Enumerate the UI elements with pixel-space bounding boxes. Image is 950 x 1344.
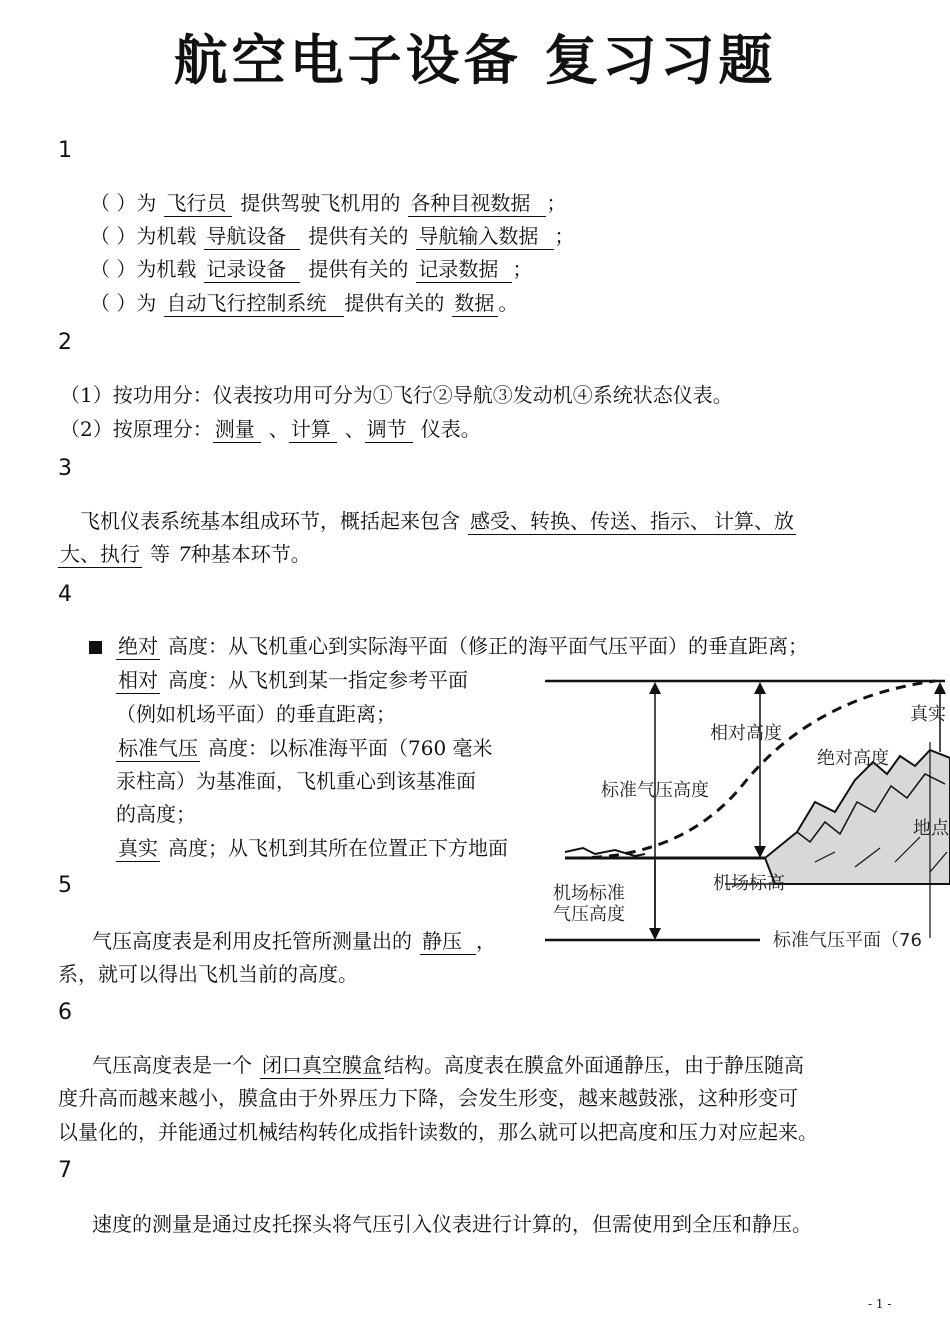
q4-text: 高度；从飞机到其所在位置正下方地面	[168, 836, 508, 860]
q1-row-text: ；	[546, 191, 567, 215]
q5-line-1	[92, 927, 496, 955]
q1-row-4	[90, 289, 518, 317]
q4-text: 高度：从飞机到某一指定参考平面	[168, 668, 468, 692]
label-absolute-altitude: 绝对高度	[817, 748, 889, 769]
q1-row-2	[90, 222, 574, 250]
q4-line-2	[116, 666, 468, 694]
label-airport-elevation: 机场标高	[713, 873, 785, 894]
q1-row-text: 提供有关的	[308, 257, 409, 281]
q2-line-1: （1）按功用分：仪表按功用可分为①飞行②导航③发动机④系统状态仪表。	[60, 383, 733, 407]
q1-row-text: 提供有关的	[344, 291, 445, 315]
question-number-1: 1	[58, 138, 72, 163]
q6-text: 结构。高度表在膜盒外面通静压，由于静压随高	[384, 1053, 804, 1077]
q3-count: 7	[178, 542, 191, 566]
q1-row-3	[90, 255, 532, 283]
q5-blank: 静压	[420, 928, 476, 955]
q3-text: 等	[150, 542, 170, 566]
page-title: 航空电子设备 复习习题	[173, 29, 777, 92]
arrow-up-icon	[934, 682, 946, 694]
q1-blank: 各种目视数据	[408, 190, 546, 217]
q1-row-text: ；	[512, 257, 533, 281]
q2-blank: 调节	[365, 416, 413, 443]
q4-line-6: 的高度；	[116, 802, 196, 826]
q2-line-2	[60, 415, 481, 443]
q1-row-1	[90, 189, 566, 217]
q1-row-text: （ ）为	[90, 191, 157, 215]
question-number-6: 6	[58, 1000, 72, 1025]
q1-row-text: ；	[554, 224, 575, 248]
q1-blank: 导航设备	[204, 223, 300, 250]
label-airport-std-1: 机场标准	[553, 883, 625, 904]
q2-blank: 测量	[213, 416, 261, 443]
q6-text: 气压高度表是一个	[92, 1053, 252, 1077]
arrow-down-icon	[754, 846, 766, 858]
q3-blank: 大、执行	[60, 542, 140, 566]
q4-text: 高度：从飞机重心到实际海平面（修正的海平面气压平面）的垂直距离；	[168, 634, 808, 658]
q1-blank: 数据	[452, 290, 498, 317]
q2-text: （2）按原理分：	[60, 417, 213, 441]
q4-line-5: 汞柱高）为基准面，飞机重心到该基准面	[116, 769, 476, 793]
arrow-up-icon	[754, 682, 766, 694]
q1-row-text: （ ）为机载	[90, 257, 197, 281]
q1-blank: 飞行员	[164, 190, 232, 217]
q4-line-7	[116, 834, 534, 862]
question-number-4: 4	[58, 582, 72, 607]
label-ground-point: 地点	[913, 818, 949, 839]
label-true-altitude: 真实	[910, 704, 946, 725]
q2-text: 仪表。	[420, 417, 481, 441]
q1-row-text: （ ）为机载	[90, 224, 197, 248]
q1-row-text: 提供驾驶飞机用的	[240, 191, 401, 215]
q4-text: 高度：以标准海平面（760 毫米	[208, 736, 493, 760]
q6-line-1	[92, 1051, 804, 1079]
label-standard-altitude: 标准气压高度	[601, 780, 709, 801]
question-number-5: 5	[58, 873, 72, 898]
q1-blank: 记录数据	[416, 256, 512, 283]
q3-line-2	[58, 540, 311, 568]
q1-blank: 自动飞行控制系统	[164, 290, 344, 317]
bullet-square-icon	[89, 641, 102, 654]
arrow-up-icon	[649, 682, 661, 694]
mountain-terrain	[765, 750, 950, 884]
q1-row-text: 提供有关的	[308, 224, 409, 248]
q3-blank: 感受、转换、传送、指示、	[470, 509, 710, 533]
q1-row-text: （ ）为	[90, 291, 157, 315]
question-number-2: 2	[58, 330, 72, 355]
q1-row-text: 。	[498, 291, 519, 315]
q2-blank: 计算	[289, 416, 337, 443]
q4-blank: 真实	[118, 836, 158, 860]
question-number-7: 7	[58, 1158, 72, 1183]
q4-line-3: （例如机场平面）的垂直距离；	[116, 702, 396, 726]
q6-line-3: 以量化的，并能通过机械结构转化成指针读数的，那么就可以把高度和压力对应起来。	[58, 1120, 818, 1144]
q5-text: 气压高度表是利用皮托管所测量出的	[92, 929, 412, 953]
label-airport-std-2: 气压高度	[553, 904, 625, 925]
label-standard-plane: 标准气压平面（76	[773, 930, 922, 951]
altitude-diagram-svg	[535, 662, 950, 954]
altitude-diagram	[535, 662, 950, 954]
q1-blank: 导航输入数据	[416, 223, 554, 250]
q4-blank: 相对	[118, 668, 158, 692]
q2-text: 、	[268, 417, 289, 441]
label-relative-altitude: 相对高度	[710, 723, 782, 744]
q7-line-1: 速度的测量是通过皮托探头将气压引入仪表进行计算的，但需使用到全压和静压。	[92, 1212, 812, 1236]
page-number: - 1 -	[868, 1297, 892, 1311]
q3-text: 种基本环节。	[190, 542, 311, 566]
q3-blank: 计算、放	[714, 509, 794, 533]
q4-blank: 绝对	[118, 634, 158, 658]
q6-blank: 闭口真空膜盒	[262, 1053, 382, 1077]
q4-line-1	[116, 632, 808, 660]
q3-text: 飞机仪表系统基本组成环节，概括起来包含	[80, 509, 460, 533]
q5-line-2: 系，就可以得出飞机当前的高度。	[58, 962, 358, 986]
q1-blank: 记录设备	[204, 256, 300, 283]
q2-text: 、	[344, 417, 365, 441]
q5-text: ，	[476, 929, 496, 953]
q3-line-1	[80, 507, 796, 535]
q4-blank: 标准气压	[118, 736, 198, 760]
q6-line-2: 度升高而越来越小，膜盒由于外界压力下降，会发生形变，越来越鼓涨，这种形变可	[58, 1086, 798, 1110]
question-number-3: 3	[58, 456, 72, 481]
q4-line-4	[116, 734, 493, 762]
